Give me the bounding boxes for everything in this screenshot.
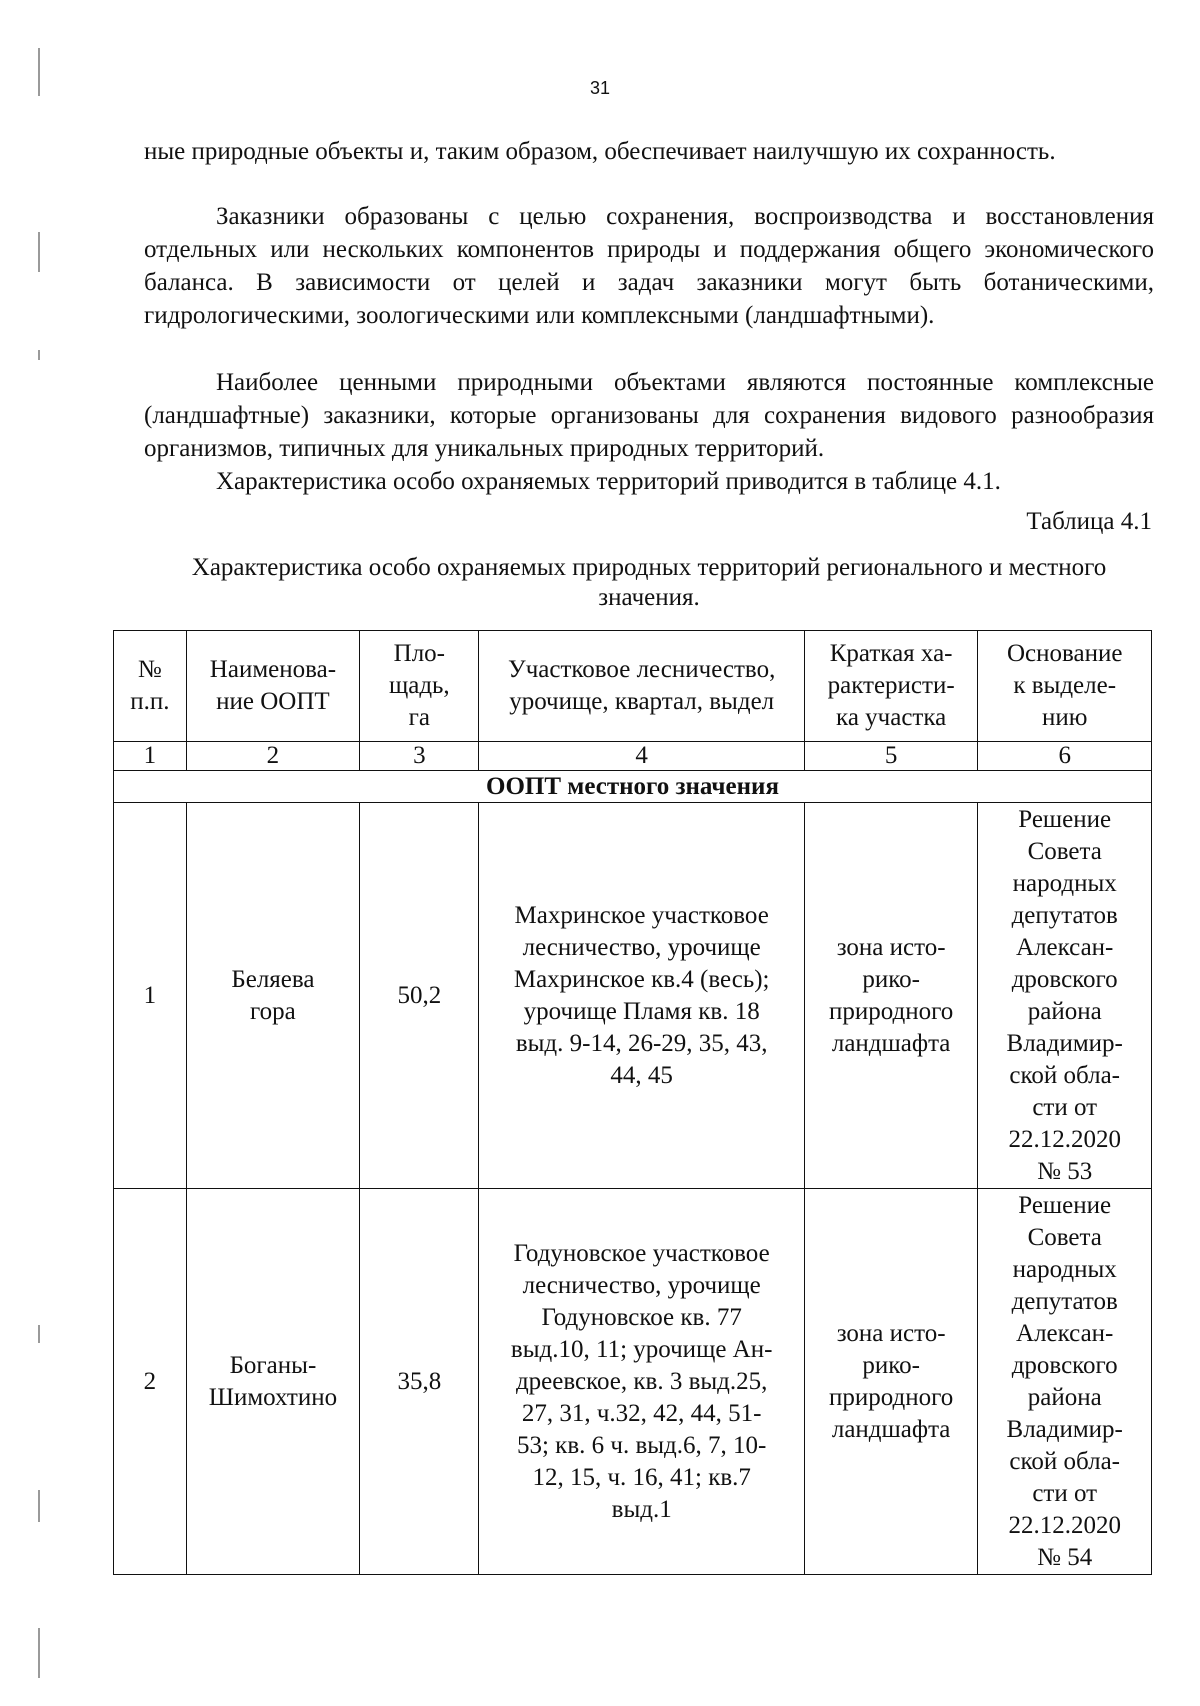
cell-description: зона исто- рико- природного ландшафта [804,1189,978,1575]
header-cell-area: Пло- щадь, га [360,631,479,742]
header-cell-number: № п.п. [114,631,187,742]
cell-basis: Решение Совета народных депутатов Алексан- дровского района Владимир- ской обла- сти от 22.12.2020 № 54 [978,1189,1152,1575]
column-number: 1 [114,742,187,771]
section-row [114,771,1152,803]
header-cell-basis: Основание к выделе- нию [978,631,1152,742]
paragraph-table-reference: Характеристика особо охраняемых территорий приводится в таблице 4.1. [216,468,1001,495]
section-title: ООПТ местного значения [114,771,1152,803]
cell-area: 50,2 [360,803,479,1189]
cell-name: Беляева гора [186,803,360,1189]
table-header-row [114,631,1152,742]
scan-mark [38,350,40,360]
cell-location: Махринское участковое лесничество, урочище Махринское кв.4 (весь); урочище Пламя кв. 18 выд. 9-14, 26-29, 35, 43, 44, 45 [479,803,804,1189]
cell-number: 2 [114,1189,187,1575]
scan-mark [38,232,40,272]
paragraph-valuable-objects: Наиболее ценными природными объектами являются постоянные комплексные (ландшафтные) заказники, которые организованы для сохранения видового разнообразия организмов, типичных для уникальных природных территорий. [144,369,1154,462]
column-number: 4 [479,742,804,771]
header-cell-location: Участковое лесничество, урочище, квартал, выдел [479,631,804,742]
cell-location: Годуновское участковое лесничество, урочище Годуновское кв. 77 выд.10, 11; урочище Ан- дреевское, кв. 3 выд.25, 27, 31, ч.32, 42, 44, 51- 53; кв. 6 ч. выд.6, 7, 10- 12, 15, ч. 16, 41; кв.7 выд.1 [479,1189,804,1575]
paragraph-reserves-purpose: Заказники образованы с целью сохранения, воспроизводства и восстановления отдельных или нескольких компонентов природы и поддержания общего экономического баланса. В зависимости от целей и задач заказники могут быть ботаническими, гидрологическими, зоологическими или комплексными (ландшафтными). [144,203,1154,329]
column-number: 6 [978,742,1152,771]
header-cell-name: Наименова- ние ООПТ [186,631,360,742]
column-number-row [114,742,1152,771]
cell-number: 1 [114,803,187,1189]
cell-area: 35,8 [360,1189,479,1575]
protected-areas-table [113,630,1152,1575]
table-label: Таблица 4.1 [1026,508,1152,535]
scan-mark [38,1628,40,1678]
column-number: 5 [804,742,978,771]
cell-description: зона исто- рико- природного ландшафта [804,803,978,1189]
table-title: Характеристика особо охраняемых природных территорий регионального и местного значения. [191,554,1107,611]
page-number: 31 [589,78,611,98]
paragraph-continuation: ные природные объекты и, таким образом, обеспечивает наилучшую их сохранность. [144,138,1056,165]
header-cell-description: Краткая ха- рактеристи- ка участка [804,631,978,742]
cell-name: Боганы- Шимохтино [186,1189,360,1575]
column-number: 2 [186,742,360,771]
table-row [114,1189,1152,1575]
scan-mark [38,1325,40,1343]
scan-mark [38,1490,40,1522]
cell-basis: Решение Совета народных депутатов Алексан- дровского района Владимир- ской обла- сти от 22.12.2020 № 53 [978,803,1152,1189]
table-row [114,803,1152,1189]
column-number: 3 [360,742,479,771]
